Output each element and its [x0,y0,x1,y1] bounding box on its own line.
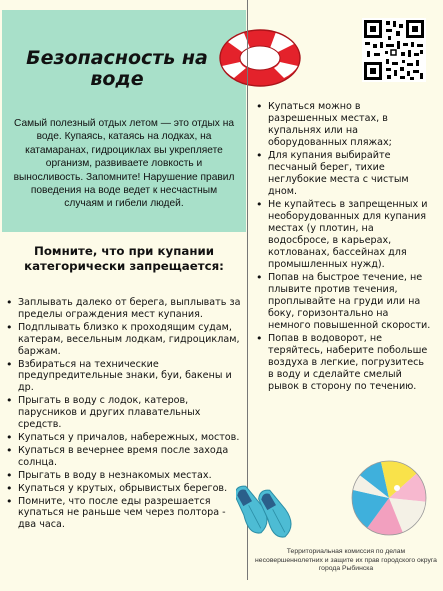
advice-list [256,101,432,394]
list-item: • Прыгать в воду с лодок, катеров, парусников и других плавательных средств. [6,395,246,431]
beach-ball-icon [349,458,429,538]
list-item: • Подплывать близко к проходящим судам, катерам, весельным лодкам, гидроциклам, баржам. [6,322,246,358]
flippers-icon [236,478,296,540]
list-item: • Купаться у причалов, набережных, мостов. [6,432,246,444]
list-item: • Купаться в вечернее время после захода солнца. [6,445,246,469]
list-item: • Купаться у крутых, обрывистых берегов. [6,483,246,495]
list-item: • Купаться можно в разрешенных местах, в купальнях или на оборудованных пляжах; [256,101,432,149]
intro-text: Самый полезный отдых летом — это отдых на воде. Купаясь, катаясь на лодках, на катамаранах, гидроциклах вы укрепляете организм, развиваете ловкость и выносливость. Запомните! Нарушение правил поведения на воде ведет к несчастным случаям и гибели людей. [13,118,235,210]
footer-credit: Территориальная комиссия по делам несовершеннолетних и защите их прав городского округа города Рыбинска [255,548,437,573]
list-item: • Попав на быстрое течение, не плывите против течения, проплывайте на груди или на боку, горизонтально на немного повышенной скорости. [256,272,432,332]
page-title: Безопасность на воде [26,47,208,90]
list-item: • Попав в водоворот, не теряйтесь, наберите побольше воздуха в легкие, погрузитесь в воду и сделайте смелый рывок в сторону по течению. [256,333,432,393]
prohibited-heading: Помните, что при купании категорически запрещается: [24,244,224,273]
list-item: • Заплывать далеко от берега, выплывать за пределы ограждения мест купания. [6,297,246,321]
list-item: • Не купайтесь в запрещенных и необорудованных для купания местах (у плотин, на водосбросе, в карьерах, котлованах, бассейнах для промышленных нужд). [256,199,432,270]
list-item: • Взбираться на технические предупредительные знаки, буи, бакены и др. [6,359,246,395]
list-item: • Помните, что после еды разрешается купаться не раньше чем через полтора - два часа. [6,496,246,532]
list-item: • Для купания выбирайте песчаный берег, тихие неглубокие места с чистым дном. [256,150,432,198]
qr-code [362,18,426,82]
life-ring-icon [214,20,306,92]
list-item: • Прыгать в воду в незнакомых местах. [6,470,246,482]
prohibited-list [6,297,246,532]
